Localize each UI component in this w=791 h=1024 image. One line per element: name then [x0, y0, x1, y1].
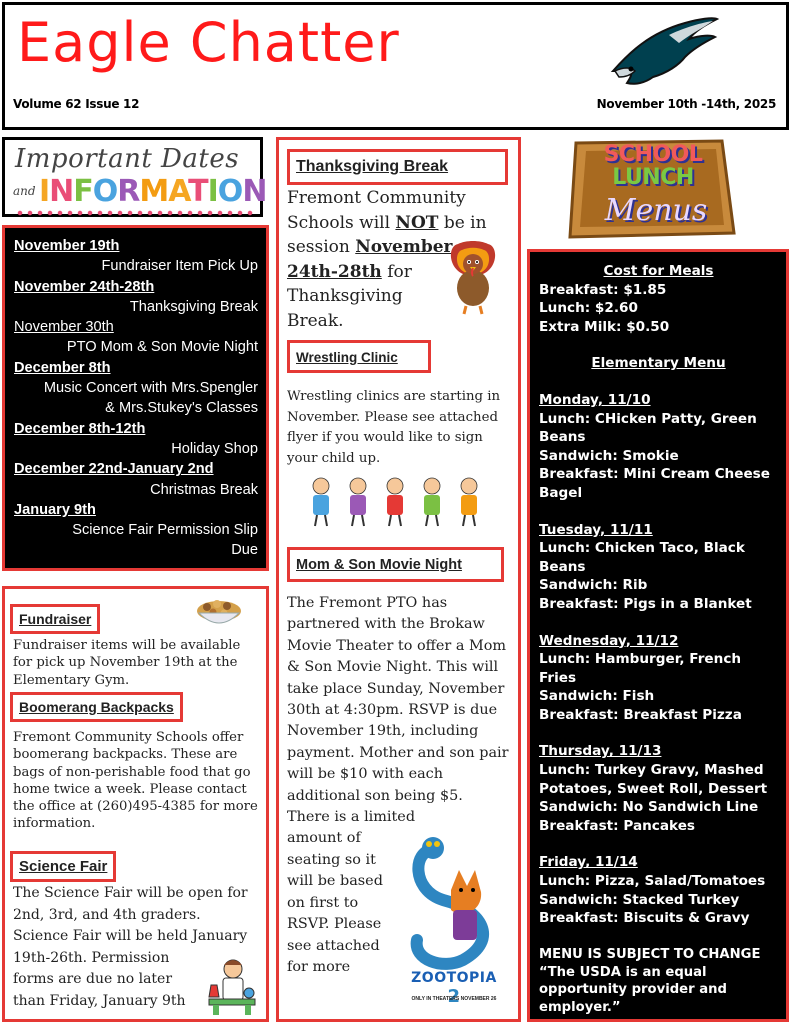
menu-line: Lunch: Turkey Gravy, Mashed	[539, 762, 764, 779]
spacer	[539, 503, 778, 521]
cost-breakfast: Breakfast: $1.85	[539, 281, 667, 298]
boomerang-body	[13, 729, 258, 833]
text-line: home twice a week. Please contact	[13, 781, 247, 797]
banner-letter: I	[207, 174, 218, 209]
text-line: Movie Theater to offer a Mom	[287, 637, 507, 654]
science-fair-heading: Science Fair	[10, 851, 116, 882]
text-fragment: Schools will	[287, 212, 396, 233]
banner-letter: R	[117, 174, 140, 209]
banner-letter: M	[139, 174, 169, 209]
date-detail: Science Fair Permission Slip	[72, 522, 258, 539]
menu-line: Sandwich: Rib	[539, 577, 648, 594]
poster-caption: ONLY IN THEATERS NOVEMBER 26	[411, 996, 497, 1002]
text-line: Elementary Gym.	[13, 672, 130, 688]
text-line: Fremont Community Schools offer	[13, 730, 244, 745]
menu-disclaimer	[539, 946, 778, 1017]
lunch-banner-menus: Menus	[604, 193, 708, 228]
date-heading: November 19th	[14, 238, 120, 254]
spacer	[539, 373, 778, 391]
disclaimer-line: MENU IS SUBJECT TO CHANGE	[539, 946, 761, 962]
lunch-banner-lunch: LUNCH	[612, 165, 694, 190]
text-line: the office at (260)495-4385 for more	[13, 799, 258, 815]
text-line: 30th at 4:30pm. RSVP is due	[287, 702, 498, 719]
spacer	[539, 724, 778, 742]
banner-line-information	[39, 174, 266, 209]
menu-line: Lunch: Hamburger, French	[539, 651, 742, 668]
fundraiser-heading: Fundraiser	[10, 604, 100, 634]
text-line: forms are due no later	[13, 971, 173, 987]
text-fragment: session	[287, 237, 356, 257]
school-lunch-banner	[566, 137, 738, 244]
menu-day-heading: Wednesday, 11/12	[539, 632, 679, 649]
text-line: November. Please see attached	[287, 409, 498, 425]
menu-line: Fries	[539, 669, 577, 686]
scientist-icon	[203, 955, 259, 1017]
newsletter-title: Eagle Chatter	[17, 11, 400, 74]
banner-and: and	[13, 184, 36, 198]
text-line: boomerang backpacks. These are	[13, 747, 238, 763]
boomerang-heading: Boomerang Backpacks	[10, 692, 183, 722]
date-range: November 10th -14th, 2025	[596, 97, 776, 111]
text-line: The Science Fair will be open for	[13, 885, 248, 901]
banner-letter: I	[39, 174, 50, 209]
menu-line: Breakfast: Breakfast Pizza	[539, 706, 742, 723]
text-fragment: be in	[438, 212, 487, 233]
date-heading: December 8th	[14, 359, 111, 376]
date-heading: November 24th-28th	[14, 278, 155, 295]
important-dates-list	[2, 225, 269, 571]
date-detail: Fundraiser Item Pick Up	[101, 258, 258, 275]
snack-bowl-icon	[193, 593, 245, 631]
lunch-menu-panel	[527, 249, 789, 1022]
disclaimer-line: employer.”	[539, 1000, 621, 1016]
text-line: take place Sunday, November	[287, 680, 505, 697]
menu-line: Beans	[539, 429, 586, 446]
banner-letter: O	[217, 174, 243, 209]
text-line: will be based	[287, 873, 383, 890]
menu-line: Breakfast: Pancakes	[539, 817, 696, 834]
disclaimer-line: “The USDA is an equal	[539, 964, 707, 980]
wrestling-body	[287, 387, 500, 469]
movie-poster	[403, 830, 505, 1012]
menu-line: Sandwich: Smokie	[539, 447, 679, 464]
date-heading: January 9th	[14, 501, 96, 518]
lunch-banner-school: SCHOOL	[603, 142, 703, 167]
banner-line-important-dates: Important Dates	[15, 144, 240, 174]
menu-day-heading: Friday, 11/14	[539, 854, 638, 871]
spacer	[539, 614, 778, 632]
cost-milk: Extra Milk: $0.50	[539, 318, 670, 335]
wrestling-heading: Wrestling Clinic	[287, 340, 431, 373]
menu-day-heading: Monday, 11/10	[539, 391, 651, 408]
text-line: 19th-26th. Permission	[13, 949, 170, 966]
text-line: additional son being $5.	[287, 787, 463, 804]
banner-letter: O	[92, 174, 118, 209]
important-dates-banner	[2, 137, 267, 217]
menu-line: Breakfast: Pigs in a Blanket	[539, 595, 752, 612]
text-line: Fremont Community	[287, 188, 466, 208]
banner-letter: F	[73, 174, 93, 209]
banner-letter: N	[242, 174, 267, 209]
menu-day-heading: Thursday, 11/13	[539, 743, 662, 760]
date-detail: Christmas Break	[150, 481, 258, 498]
text-line: on first to	[287, 894, 359, 911]
text-line: for more	[287, 958, 351, 975]
cost-lunch: Lunch: $2.60	[539, 300, 638, 317]
menu-line: Potatoes, Sweet Roll, Dessert	[539, 780, 768, 797]
menu-line: Sandwich: Fish	[539, 688, 655, 705]
poster-title-text: ZOOTOPIA	[411, 970, 497, 986]
cost-title: Cost for Meals	[603, 263, 714, 279]
disclaimer-line: opportunity provider and	[539, 982, 727, 998]
text-line: & Son Movie Night. This will	[287, 659, 499, 676]
date-detail: PTO Mom & Son Movie Night	[66, 339, 258, 356]
emphasis-date: November	[355, 237, 453, 257]
text-line: see attached	[287, 937, 380, 954]
fundraiser-body	[13, 637, 240, 689]
text-line: partnered with the Brokaw	[287, 616, 485, 633]
date-heading: December 22nd-January 2nd	[14, 461, 214, 478]
menu-line: Sandwich: Stacked Turkey	[539, 891, 740, 908]
volume-issue: Volume 62 Issue 12	[13, 97, 140, 111]
banner-letter: A	[168, 174, 189, 209]
menu-line: Bagel	[539, 484, 583, 501]
menu-line: Breakfast: Mini Cream Cheese	[539, 466, 770, 483]
date-detail-continued: Due	[231, 542, 258, 559]
banner-letter: T	[188, 174, 208, 209]
text-line: Wrestling clinics are starting in	[287, 389, 501, 404]
text-line: The Fremont PTO has	[287, 595, 448, 611]
text-line: Break.	[287, 310, 344, 331]
announcements-middle	[276, 137, 521, 1022]
announcements-left	[2, 586, 269, 1022]
lunch-banner-text	[578, 143, 728, 189]
newsletter-header	[2, 2, 789, 130]
menu-line: Breakfast: Biscuits & Gravy	[539, 910, 750, 927]
text-line: will be $10 with each	[287, 766, 444, 783]
date-heading: December 8th-12th	[14, 420, 146, 437]
text-line: bags of non-perishable food that go	[13, 764, 251, 780]
menu-line: Beans	[539, 558, 586, 575]
text-line: flyer if you would like to sign	[287, 430, 483, 445]
spacer	[539, 835, 778, 853]
text-line: There is a limited	[287, 809, 416, 826]
menu-title: Elementary Menu	[591, 355, 726, 372]
text-line: Fundraiser items will be available	[13, 638, 241, 653]
text-line: payment. Mother and son pair	[287, 744, 509, 761]
date-detail: Holiday Shop	[171, 440, 258, 457]
menu-day-heading: Tuesday, 11/11	[539, 521, 653, 538]
text-line: 2nd, 3rd, and 4th graders.	[13, 906, 201, 923]
movie-night-heading: Mom & Son Movie Night	[287, 547, 504, 582]
text-line	[287, 211, 487, 236]
text-line: seating so it	[287, 851, 376, 868]
menu-line: Lunch: Pizza, Salad/Tomatoes	[539, 873, 766, 890]
wrestlers-icon	[303, 476, 493, 528]
text-line: than Friday, January 9th	[13, 992, 186, 1009]
poster-number: 2	[447, 986, 461, 1007]
date-detail-continued: & Mrs.Stukey's Classes	[105, 400, 258, 417]
banner-letter: N	[49, 174, 74, 209]
decorative-dots	[15, 210, 255, 216]
snake-and-fox-icon	[403, 830, 505, 970]
spacer	[539, 928, 778, 946]
emphasis-not: NOT	[395, 212, 439, 233]
text-fragment: for	[381, 261, 412, 282]
menu-line: Lunch: Chicken Taco, Black	[539, 540, 745, 557]
turkey-icon	[444, 236, 502, 316]
date-detail: Thanksgiving Break	[129, 298, 258, 315]
text-line: amount of	[287, 830, 361, 847]
text-line: information.	[13, 816, 96, 832]
text-line: Science Fair will be held January	[13, 928, 248, 944]
spacer	[539, 336, 778, 354]
text-line: for pick up November 19th at the	[13, 655, 238, 671]
eagle-logo-icon	[609, 13, 719, 89]
text-line: Thanksgiving	[287, 286, 403, 306]
menu-line: Sandwich: No Sandwich Line	[539, 799, 759, 816]
text-line: your child up.	[287, 450, 381, 466]
thanksgiving-heading: Thanksgiving Break	[287, 149, 508, 185]
text-line: RSVP. Please	[287, 916, 382, 933]
date-heading: November 30th	[14, 319, 114, 336]
date-detail: Music Concert with Mrs.Spengler	[43, 380, 258, 397]
menu-line: Lunch: CHicken Patty, Green	[539, 410, 757, 427]
text-line: November 19th, including	[287, 723, 479, 740]
emphasis-date: 24th-28th	[287, 261, 382, 282]
